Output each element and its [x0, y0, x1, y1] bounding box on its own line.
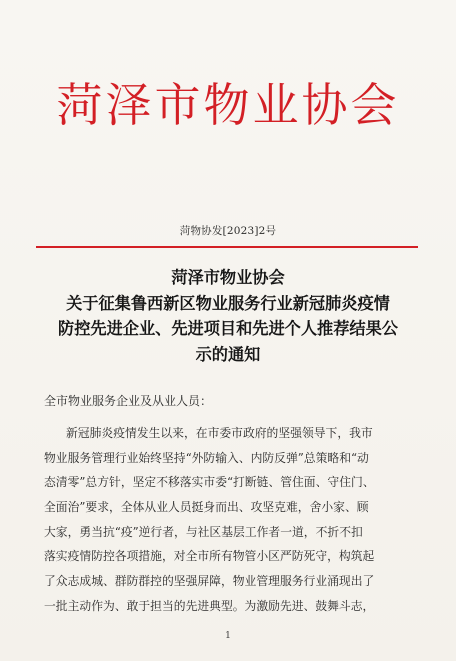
- body-text: [44, 421, 418, 619]
- document-number: 菏物协发[2023]2号: [179, 225, 277, 237]
- body-line: 了众志成城、群防群控的坚强屏障，物业管理服务行业涌现出了: [44, 574, 375, 589]
- body-line: 物业服务管理行业始终坚持“外防输入、内防反弹”总策略和“动: [44, 450, 369, 465]
- body-line: 落实疫情防控各项措施，对全市所有物管小区严防死守，构筑起: [44, 549, 375, 564]
- title-line: 菏泽市物业协会: [171, 268, 285, 287]
- letterhead-title: 菏泽市物业协会: [56, 78, 400, 132]
- document-title: [34, 265, 422, 367]
- title-line: 示的通知: [195, 344, 261, 364]
- body-line: 态清零”总方针，坚定不移落实市委“打断链、管住面、守住门、: [44, 475, 375, 490]
- page-number: 1: [225, 631, 231, 641]
- body-line: 全面治”要求，全体从业人员挺身而出、攻坚克难，舍小家、顾: [44, 500, 369, 515]
- title-line: 防控先进企业、先进项目和先进个人推荐结果公: [58, 319, 398, 338]
- salutation: 全市物业服务企业及从业人员：: [44, 394, 213, 408]
- body-line: 新冠肺炎疫情发生以来，在市委市政府的坚强领导下，我市: [66, 426, 373, 440]
- title-line: 关于征集鲁西新区物业服务行业新冠肺炎疫情: [66, 293, 390, 313]
- body-line: 一批主动作为、敢于担当的先进典型。为激励先进、鼓舞斗志，: [44, 598, 375, 613]
- red-divider: [36, 246, 418, 248]
- body-line: 大家，勇当抗“疫”逆行者，与社区基层工作者一道，不折不扣: [44, 524, 363, 539]
